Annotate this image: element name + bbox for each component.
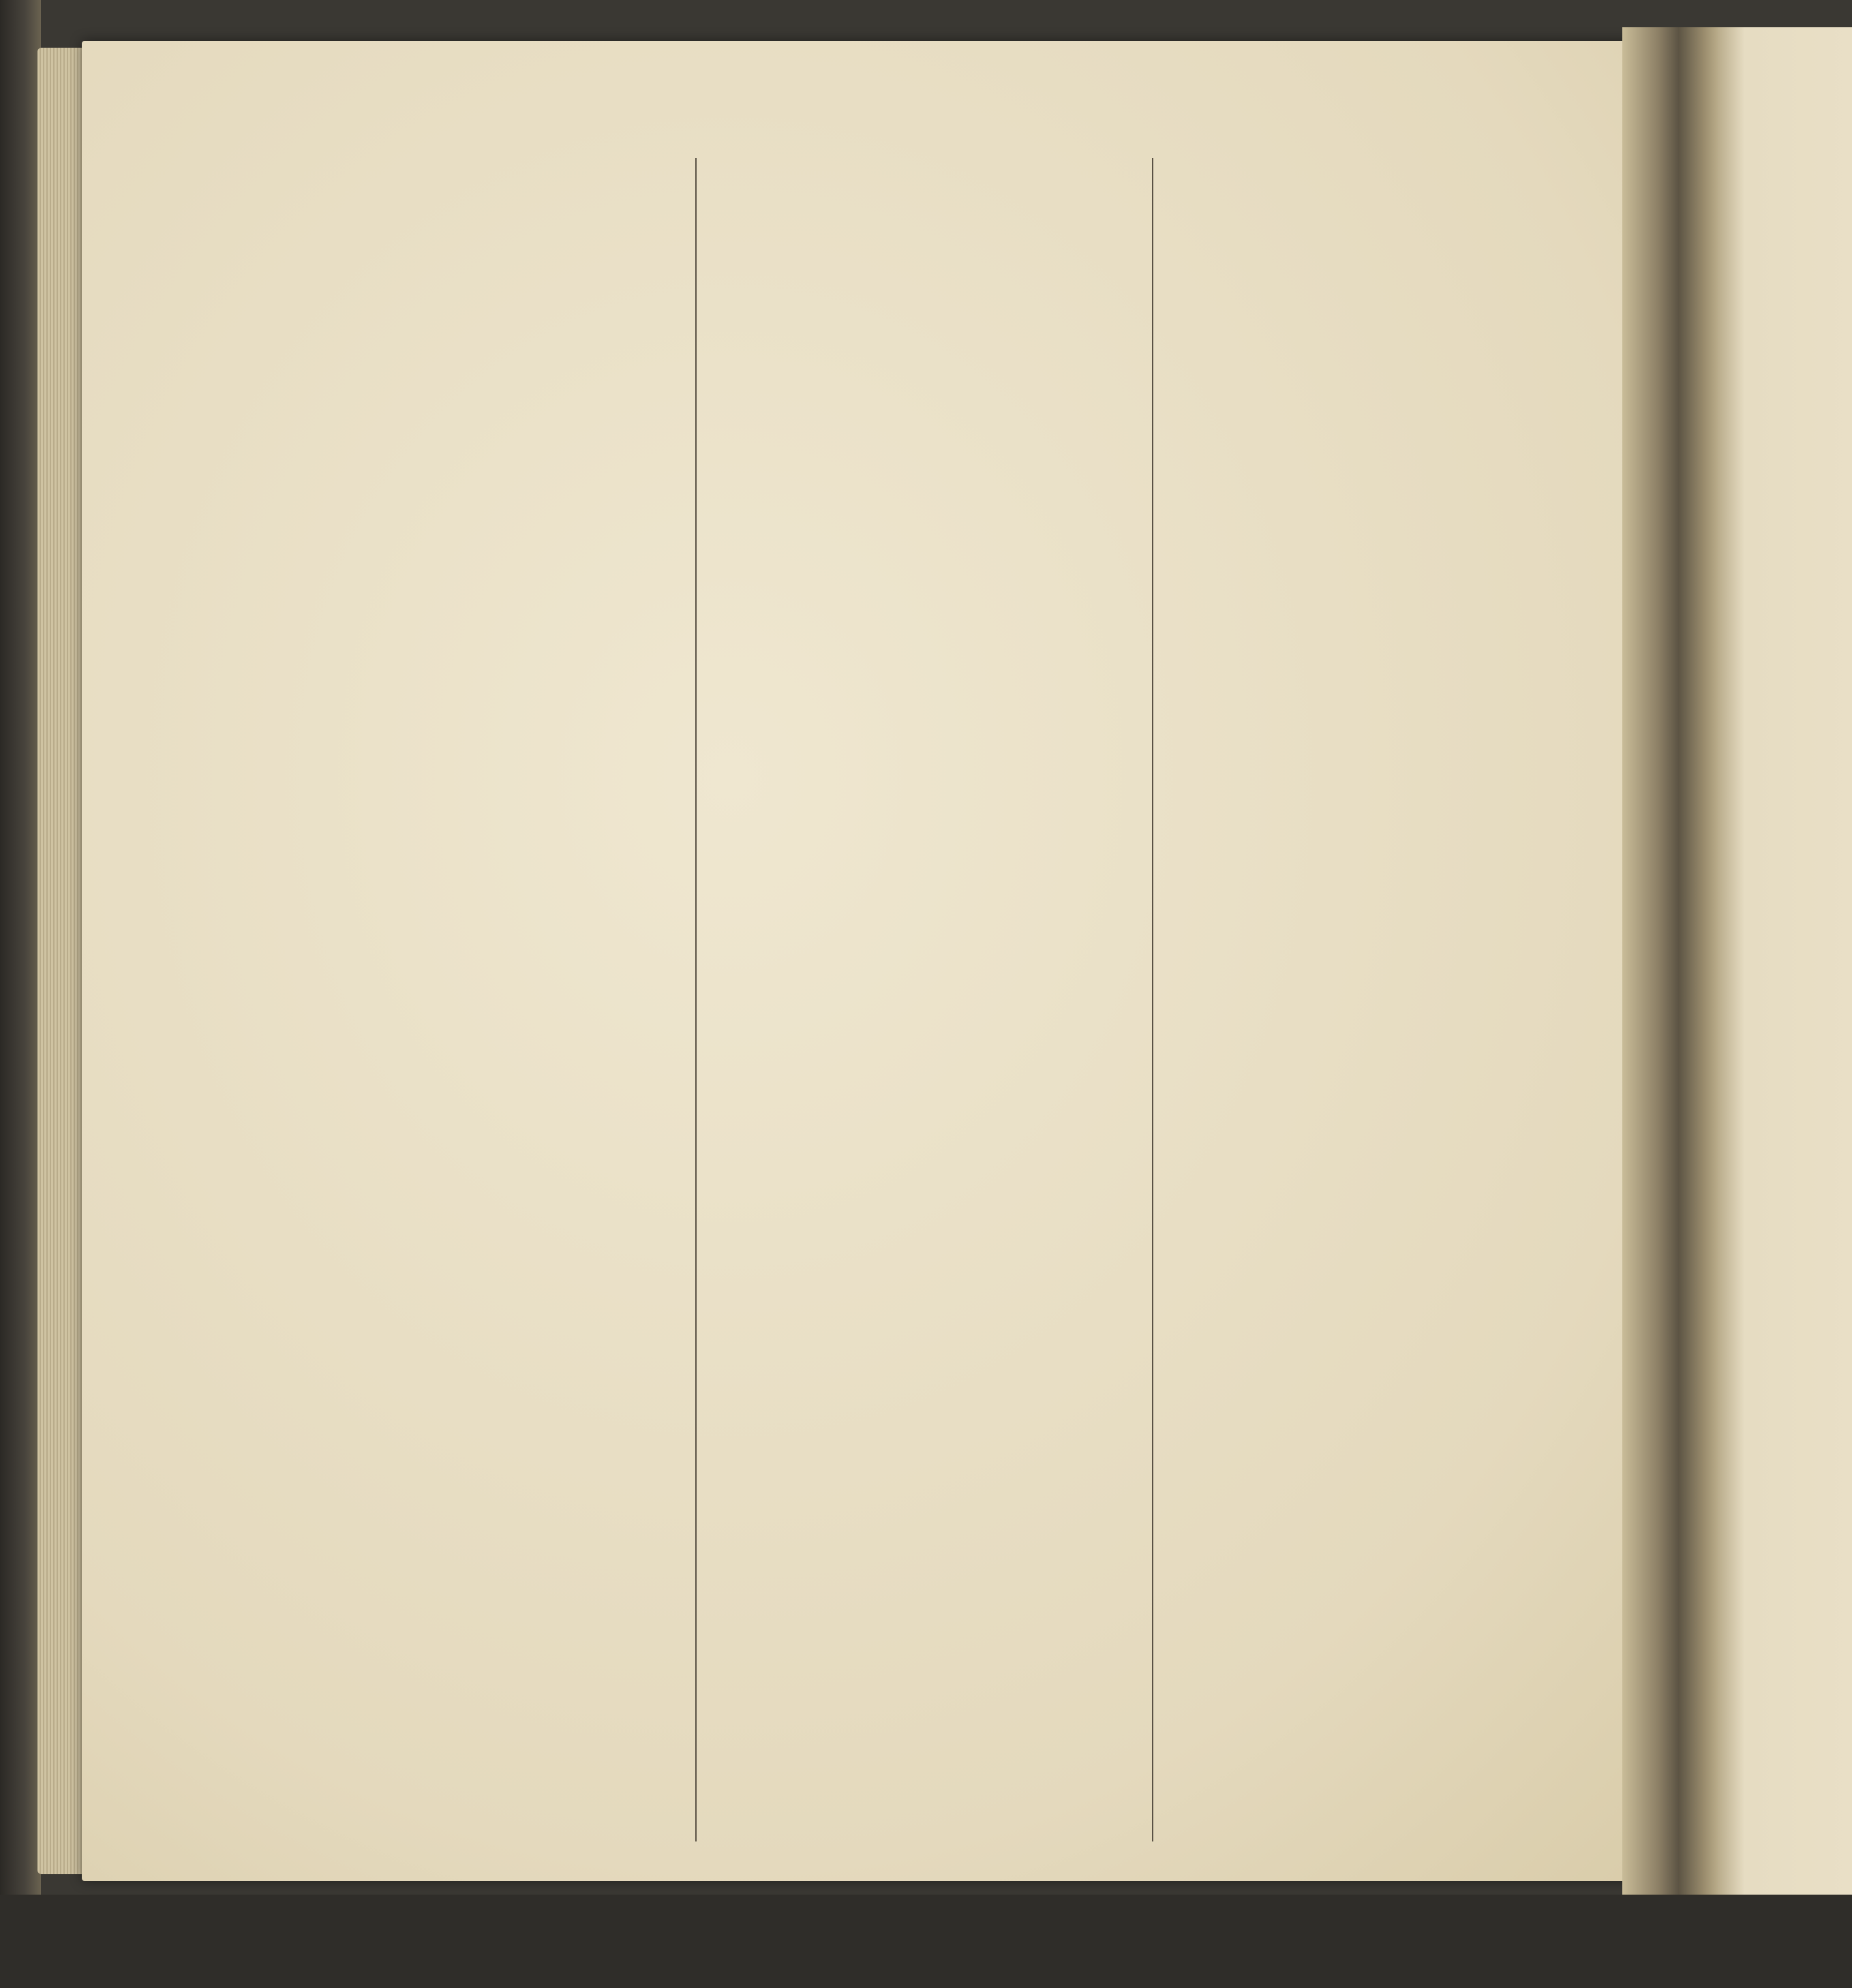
background-strip bbox=[0, 1895, 1852, 1988]
book-cover-edge bbox=[0, 0, 41, 1988]
column-rule-1 bbox=[695, 158, 697, 1841]
book-gutter bbox=[1622, 27, 1725, 1895]
book-page bbox=[82, 41, 1704, 1881]
page-stack-edge bbox=[37, 48, 89, 1874]
facing-page bbox=[1718, 27, 1852, 1908]
column-rule-2 bbox=[1152, 158, 1153, 1841]
